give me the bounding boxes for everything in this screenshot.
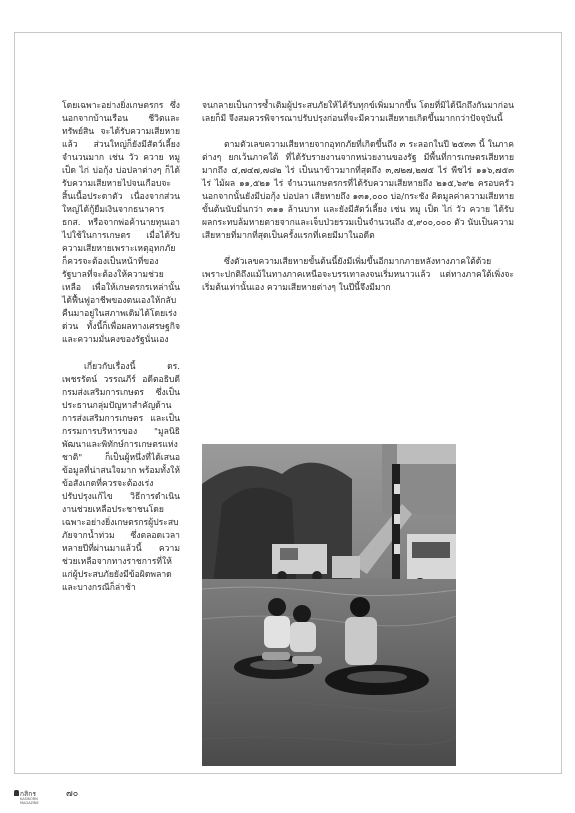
logo-text: กสิกร xyxy=(20,790,37,798)
right-paragraph-3: ซึ่งตัวเลขความเสียหายขั้นต้นนี้ยังมีเพิ่มขึ้นอีกมากภายหลังทางภาคใต้ด้วย เพราะปกติถึงแม้ในทางภาคเหนือจะบรรเทาลงจนเริ่มหนาวแล้ว แต่ทางภาคใต้เพิ่งจะเริ่มต้นเท่านั้นเอง ความเสียหายต่างๆ ในปีนี้จึงมีมาก xyxy=(202,257,514,293)
left-text-column xyxy=(62,100,180,595)
left-paragraph-1: โดยเฉพาะอย่างยิ่งเกษตรกร ซึ่งนอกจากบ้านเรือน ชีวิตและทรัพย์สิน จะได้รับความเสียหายแล้ว ส่วนใหญ่ก็ยังมีสัตว์เลี้ยงจำนวนมาก เช่น วัว ควาย หมู เป็ด ไก่ บ่อกุ้ง บ่อปลาต่างๆ ก็ได้รับความเสียหายไปจนเกือบจะสิ้นเนื้อประดาตัว เนื่องจากส่วนใหญ่ได้กู้ยืมเงินจากธนาคาร ธกส. หรือจากพ่อค้านายทุนเอาไปใช้ในการเกษตร เมื่อได้รับความเสียหายเพราะเหตุอุทกภัย ก็ควรจะต้องเป็นหน้าที่ของรัฐบาลที่จะต้องให้ความช่วยเหลือ เพื่อให้เกษตรกรเหล่านั้นได้ฟื้นฟูอาชีพของตนเองให้กลับคืนมาอยู่ในสภาพเดิมได้โดยเร่งด่วน ทั้งนี้ก็เพื่อผลทางเศรษฐกิจ และความมั่นคงของรัฐนั่นเอง xyxy=(62,101,180,345)
logo-mark-icon xyxy=(14,790,19,796)
magazine-logo xyxy=(14,786,48,805)
page-footer xyxy=(14,782,214,806)
logo-subtext: KASIKORN MAGAZINE xyxy=(20,797,39,805)
right-text-column xyxy=(202,100,514,295)
left-paragraph-2: เกี่ยวกับเรื่องนี้ ดร. เพชรรัตน์ วรรณภีร์ อดีตอธิบดีกรมส่งเสริมการเกษตร ซึ่งเป็นประธานกลุ่มปัญหาสำคัญด้านการส่งเสริมการเกษตร และเป็นกรรมการบริหารของ "มูลนิธิพัฒนาและพิทักษ์การเกษตรแห่งชาติ" ก็เป็นผู้หนึ่งที่ได้เสนอข้อมูลที่น่าสนใจมาก พร้อมทั้งให้ข้อสังเกตที่ควรจะต้องเร่งปรับปรุงแก้ไข วิธีการดำเนินงานช่วยเหลือประชาชนโดยเฉพาะอย่างยิ่งเกษตรกรผู้ประสบภัยจากน้ำท่วม ซึ่งตลอดเวลาหลายปีที่ผ่านมาแล้วนี้ ความช่วยเหลือจากทางราชการที่ให้แก่ผู้ประสบภัยยังมีข้อผิดพลาด และบางกรณีก็ล่าช้า xyxy=(62,362,180,593)
page-number: ๗๐ xyxy=(66,789,79,799)
right-paragraph-1: จนกลายเป็นการซ้ำเติมผู้ประสบภัยให้ได้รับทุกข์เพิ่มมากขึ้น โดยที่มิได้นึกถึงกันมาก่อนเลยก็มี จึงสมควรพิจารณาปรับปรุงก่อนที่จะมีความเสียหายเกิดขึ้นมากกว่าปัจจุบันนี้ xyxy=(202,101,514,124)
flood-photo-illustration xyxy=(202,444,456,766)
flood-photo xyxy=(202,444,456,766)
right-paragraph-2: ตามตัวเลขความเสียหายจากอุทกภัยที่เกิดขึ้นถึง ๓ ระลอกในปี ๒๕๓๓ นี้ ในภาคต่างๆ ยกเว้นภาคใต้ ที่ได้รับรายงานจากหน่วยงานของรัฐ มีพื้นที่การเกษตรเสียหายมากถึง ๔,๗๔๗,๗๘๒ ไร่ เป็นนาข้าวมากที่สุดถึง ๓,๗๒๗,๒๗๕ ไร่ พืชไร่ ๑๑๖,๗๕๓ ไร่ ไม้ผล ๑๑,๕๒๑ ไร่ จำนวนเกษตรกรที่ได้รับความเสียหายถึง ๒๑๕,๖๙๒ ครอบครัว นอกจากนั้นยังมีบ่อกุ้ง บ่อปลา เสียหายถึง ๑๓๑,๐๐๐ บ่อ/กระชัง คิดมูลค่าความเสียหายขั้นต้นนับมิ่นกว่า ๓๑๑ ล้านบาท และยังมีสัตว์เลี้ยง เช่น หมู เป็ด ไก่ วัว ควาย ได้รับผลกระทบล้มหายตายจากและเจ็บป่วยรวมเป็นจำนวนถึง ๕,๙๐๐,๐๐๐ ตัว นับเป็นความเสียหายที่มากที่สุดเป็นครั้งแรกที่เคยมีมาในอดีต xyxy=(202,140,514,241)
